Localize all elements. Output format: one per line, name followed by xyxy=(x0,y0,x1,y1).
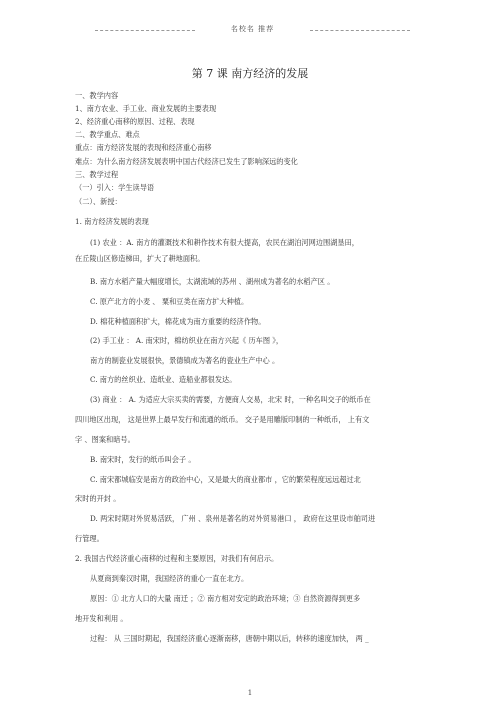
page-title: 第 7 课 南方经济的发展 xyxy=(191,67,309,80)
text-line: B. 南宋时，发行的纸币叫会子 。 xyxy=(90,455,196,464)
text-line: 难点：为什么南方经济发展表明中国古代经济已发生了影响深远的变化 xyxy=(75,157,298,166)
page-header xyxy=(95,24,410,36)
text-line: 一、教学内容 xyxy=(75,91,119,100)
text-line: 字 、图案和暗号。 xyxy=(75,435,135,444)
text-line: C. 原产北方的小麦 、 粟和豆类在南方扩大种植。 xyxy=(90,297,249,306)
text-line: (3) 商业 ： A. 为适应大宗买卖的需要，方便商人交易，北宋 时，一种名叫交子的纸币在 xyxy=(90,395,371,404)
text-line: 二、教学重点、难点 xyxy=(75,130,140,139)
text-line: 重点：南方经济发展的表现和经济重心南移 xyxy=(75,143,212,152)
section-heading: 1. 南方经济发展的表现 xyxy=(75,217,149,226)
text-line: （一）引入：学生读导语 xyxy=(75,183,155,192)
text-line: B. 南方水稻产量大幅度增长，太湖流域的苏州 、湖州成为著名的水稻产区 。 xyxy=(90,277,335,286)
text-line: 原因：① 北方人口的大量 南迁 ；② 南方相对安定的政治环境；③ 自然资源得到更多 xyxy=(90,594,361,603)
text-line: 地开发和利用 。 xyxy=(75,614,128,623)
text-line: D. 两宋时期对外贸易活跃， 广州 、泉州是著名的对外贸易港口 ， 政府在这里设市舶司进 xyxy=(90,514,376,523)
text-line: 在丘陵山区修造梯田，扩大了耕地面积。 xyxy=(75,254,205,263)
text-line: 1、南方农业、手工业、商业发展的主要表现 xyxy=(75,104,217,113)
text-line: 南方的制瓷业发展很快，景德镇成为著名的瓷业生产中心 。 xyxy=(90,356,280,365)
header-rule-right xyxy=(310,30,410,31)
text-line: 四川地区出现， 这是世界上最早发行和流通的纸币。 交子是用雕版印制的一种纸币， 上有文 xyxy=(75,415,370,424)
text-line: 从夏商到秦汉时期，我国经济的重心一直在北方。 xyxy=(90,574,249,583)
text-line: (1) 农业 ：A. 南方的灌溉技术和耕作技术有很大提高，农民在湖泊河网边围湖垦田， xyxy=(90,238,359,247)
text-line: C. 南方的丝织业、造纸业、造船业都很发达。 xyxy=(90,375,237,384)
text-line: (2) 手工业 ： A. 南宋时，棉纺织业在南方兴起《 历车图 》， xyxy=(90,336,284,345)
section-heading: 2. 我国古代经济重心南移的过程和主要原因，对我们有何启示。 xyxy=(75,554,279,563)
text-line: （二）、新授： xyxy=(75,197,122,206)
header-text: 名校名 推荐 xyxy=(230,25,275,33)
page-number: 1 xyxy=(247,689,253,697)
text-line: 行管理。 xyxy=(75,534,104,543)
text-line: C. 南宋都城临安是南方的政治中心，又是最大的商业都市 ，它的繁荣程度远远超过北 xyxy=(90,475,361,484)
text-line: 过程： 从 三国时期起，我国经济重心逐渐南移，唐朝中期以后，转移的速度加快， 两 _ xyxy=(90,634,369,643)
text-line: 三、教学过程 xyxy=(75,170,119,179)
text-line: 2、经济重心南移的原因、过程、表现 xyxy=(75,117,195,126)
text-line: D. 棉花种植面积扩大，棉花成为南方重要的经济作物。 xyxy=(90,317,266,326)
text-line: 宋时的开封 。 xyxy=(75,494,121,503)
